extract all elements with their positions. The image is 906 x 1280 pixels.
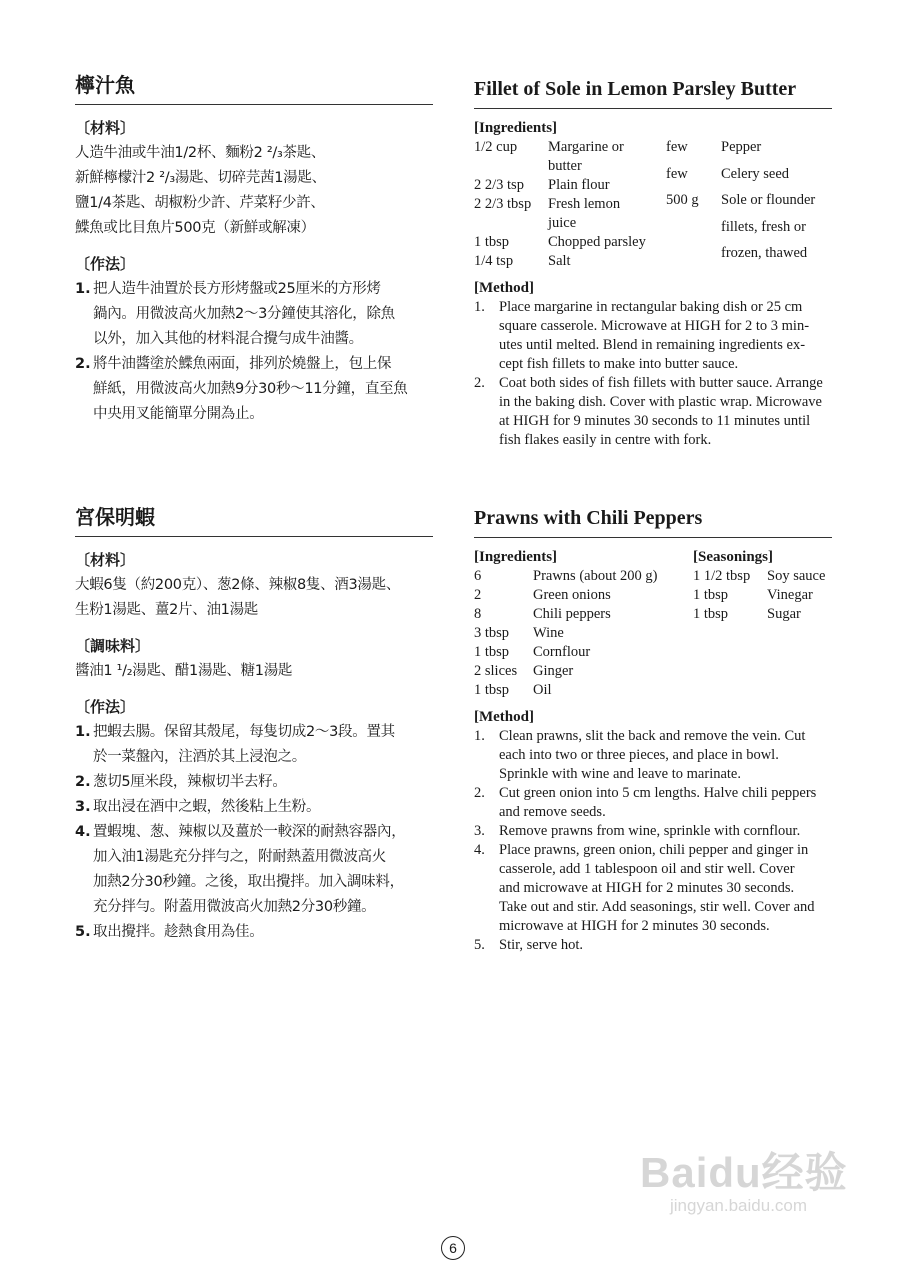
ingredient-qty: 1 tbsp: [474, 682, 510, 698]
ingredient-item: Chopped parsley: [548, 234, 646, 250]
ingredients-heading: [Ingredients]: [474, 549, 558, 565]
ingredient-qty: 500 g: [666, 192, 699, 209]
ingredient-item: Vinegar: [767, 587, 813, 603]
text-line: 將牛油醬塗於鰈魚兩面，排列於燒盤上，包上保: [93, 356, 392, 372]
text-line: 加熱2分30秒鐘。之後，取出攪拌。加入調味料，: [93, 874, 404, 890]
step-number: 5.: [75, 924, 91, 940]
en-recipe-prawns-chili: [474, 503, 832, 955]
step-number: 3.: [75, 799, 91, 815]
ingredient-qty: [474, 157, 548, 176]
text-line: 於一菜盤內，注酒於其上浸泡之。: [93, 749, 306, 765]
text-line: 以外，加入其他的材料混合攪勻成牛油醬。: [93, 331, 363, 347]
text-line: 鮮紙，用微波高火加熱9分30秒～11分鐘，直至魚: [93, 381, 408, 397]
ingredient-item: Celery seed: [721, 165, 790, 182]
ingredient-qty: [666, 244, 721, 271]
method-steps: [474, 298, 832, 450]
ingredient-item: Oil: [533, 682, 552, 698]
method-heading: [Method]: [474, 280, 534, 296]
recipe-title: Fillet of Sole in Lemon Parsley Butter: [474, 74, 832, 109]
step-number: 1.: [474, 299, 485, 315]
text-line: 加入油1湯匙充分拌勻之，附耐熱蓋用微波高火: [93, 849, 386, 865]
step-number: 1.: [75, 281, 91, 297]
ingredient-qty: few: [666, 139, 688, 155]
text-line: 鰈魚或比目魚片500克（新鮮或解凍）: [75, 220, 315, 236]
step-number: 5.: [474, 937, 485, 953]
ingredient-item: Pepper: [721, 139, 762, 155]
page-number: 6: [441, 1236, 465, 1260]
ingredient-qty: 1/2 cup: [474, 139, 518, 155]
step-number: 1.: [75, 724, 91, 740]
text-line: Place prawns, green onion, chili pepper and ginger in: [499, 842, 809, 858]
method-heading: [Method]: [474, 709, 534, 725]
method-step: [474, 298, 832, 374]
method-steps: [474, 727, 832, 955]
ingredient-item: Chili peppers: [533, 606, 611, 622]
seasonings-heading: [Seasonings]: [693, 549, 774, 565]
ingredient-item: Ginger: [533, 663, 574, 679]
method-step: [75, 920, 433, 945]
text-line: utes until melted. Blend in remaining ingredients ex-: [499, 337, 806, 353]
ingredient-item: Prawns (about 200 g): [533, 568, 658, 584]
recipe-title: Prawns with Chili Peppers: [474, 503, 832, 538]
step-number: 4.: [75, 824, 91, 840]
ingredient-item: butter: [548, 158, 582, 174]
step-number: 4.: [474, 842, 485, 858]
text-line: Cut green onion into 5 cm lengths. Halve chili peppers: [499, 785, 817, 801]
method-step: [75, 352, 433, 427]
text-line: Remove prawns from wine, sprinkle with cornflour.: [499, 823, 801, 839]
ingredient-qty: 1 tbsp: [474, 644, 510, 660]
ingredients-heading: 〔材料〕: [75, 119, 136, 137]
step-number: 1.: [474, 728, 485, 744]
ingredients-text: [75, 141, 433, 241]
ingredient-item: juice: [548, 215, 577, 231]
text-line: 醬油1 ¹/₂湯匙、醋1湯匙、糖1湯匙: [75, 663, 293, 679]
text-line: Sprinkle with wine and leave to marinate.: [499, 766, 741, 782]
zh-recipe-lemon-fish: [75, 70, 433, 427]
text-line: 鹽1/4茶匙、胡椒粉少許、芹菜籽少許、: [75, 195, 325, 211]
step-number: 2.: [474, 375, 485, 391]
method-step: [75, 770, 433, 795]
ingredient-item: Green onions: [533, 587, 611, 603]
step-number: 3.: [474, 823, 485, 839]
ingredient-qty: 6: [474, 568, 482, 584]
text-line: 充分拌勻。附蓋用微波高火加熱2分30秒鐘。: [93, 899, 376, 915]
text-line: each into two or three pieces, and place in bowl.: [499, 747, 779, 763]
method-step: [75, 277, 433, 352]
text-line: 取出攪拌。趁熱食用為佳。: [93, 924, 264, 940]
text-line: Place margarine in rectangular baking dish or 25 cm: [499, 299, 803, 315]
ingredient-qty: 2 slices: [474, 663, 518, 679]
method-step: [474, 822, 832, 841]
recipe-title: 檸汁魚: [75, 70, 433, 105]
ingredient-qty: 1/4 tsp: [474, 253, 514, 269]
text-line: 把蝦去腸。保留其殼尾，每隻切成2～3段。置其: [93, 724, 395, 740]
method-heading: 〔作法〕: [75, 255, 136, 273]
text-line: 取出浸在酒中之蝦，然後粘上生粉。: [93, 799, 321, 815]
ingredient-qty: [666, 218, 721, 245]
method-heading: 〔作法〕: [75, 698, 136, 716]
ingredient-item: Plain flour: [548, 177, 610, 193]
ingredient-item: Sole or flounder: [721, 192, 816, 209]
recipe-title: 宮保明蝦: [75, 502, 433, 537]
text-line: 葱切5厘米段，辣椒切半去籽。: [93, 774, 287, 790]
ingredients-list-right: [666, 138, 831, 271]
method-step: [75, 820, 433, 920]
step-number: 2.: [474, 785, 485, 801]
text-line: cept fish fillets to make into butter sauce.: [499, 356, 739, 372]
ingredient-qty: [474, 214, 548, 233]
method-step: [75, 795, 433, 820]
method-step: [474, 727, 832, 784]
method-step: [474, 374, 832, 450]
text-line: 生粉1湯匙、薑2片、油1湯匙: [75, 602, 258, 618]
ingredient-qty: few: [666, 165, 688, 182]
ingredient-qty: 1 tbsp: [474, 234, 510, 250]
text-line: and microwave at HIGH for 2 minutes 30 seconds.: [499, 880, 795, 896]
text-line: 新鮮檸檬汁2 ²/₃湯匙、切碎芫茜1湯匙、: [75, 170, 326, 186]
text-line: square casserole. Microwave at HIGH for 2 to 3 min-: [499, 318, 810, 334]
text-line: 把人造牛油置於長方形烤盤或25厘米的方形烤: [93, 281, 381, 297]
method-step: [474, 936, 832, 955]
method-step: [474, 841, 832, 936]
text-line: at HIGH for 9 minutes 30 seconds to 11 minutes until: [499, 413, 811, 429]
ingredient-item: Cornflour: [533, 644, 591, 660]
text-line: Coat both sides of fish fillets with butter sauce. Arrange: [499, 375, 823, 391]
ingredients-heading: 〔材料〕: [75, 551, 136, 569]
seasonings-heading: 〔調味料〕: [75, 637, 151, 655]
ingredient-item: Margarine or: [548, 139, 624, 155]
watermark-logo-text: Baidu经验: [640, 1149, 848, 1196]
zh-recipe-kung-pao-prawns: [75, 502, 433, 945]
method-step: [474, 784, 832, 822]
text-line: Clean prawns, slit the back and remove the vein. Cut: [499, 728, 806, 744]
step-number: 2.: [75, 356, 91, 372]
seasonings-list: [693, 567, 847, 624]
ingredient-qty: 2 2/3 tsp: [474, 177, 524, 193]
ingredient-qty: 8: [474, 606, 482, 622]
ingredient-item: Sugar: [767, 606, 801, 622]
ingredient-item: Salt: [548, 253, 571, 269]
watermark-url: jingyan.baidu.com: [670, 1196, 808, 1215]
ingredients-list: [474, 138, 666, 271]
text-line: microwave at HIGH for 2 minutes 30 seconds.: [499, 918, 770, 934]
text-line: 大蝦6隻（約200克）、葱2條、辣椒8隻、酒3湯匙、: [75, 577, 401, 593]
ingredient-qty: 1 tbsp: [693, 587, 729, 603]
text-line: Stir, serve hot.: [499, 937, 583, 953]
en-recipe-fillet-of-sole: [474, 74, 832, 450]
text-line: 中央用叉能簡單分開為止。: [93, 406, 264, 422]
baidu-watermark-logo: [640, 1140, 870, 1216]
ingredient-qty: 1 tbsp: [693, 606, 729, 622]
text-line: casserole, add 1 tablespoon oil and stir well. Cover: [499, 861, 795, 877]
ingredient-item: Soy sauce: [767, 568, 826, 584]
ingredient-item: Fresh lemon: [548, 196, 621, 212]
ingredient-qty: 3 tbsp: [474, 625, 510, 641]
text-line: 鍋內。用微波高火加熱2～3分鐘使其溶化，除魚: [93, 306, 395, 322]
text-line: 置蝦塊、葱、辣椒以及薑於一較深的耐熱容器內，: [93, 824, 406, 840]
text-line: Take out and stir. Add seasonings, stir well. Cover and: [499, 899, 815, 915]
method-step: [75, 720, 433, 770]
ingredient-item: Wine: [533, 625, 564, 641]
ingredient-qty: 1 1/2 tbsp: [693, 568, 751, 584]
ingredient-item: frozen, thawed: [721, 245, 808, 262]
ingredients-list: [474, 567, 693, 700]
ingredient-qty: 2: [474, 587, 482, 603]
text-line: 人造牛油或牛油1/2杯、麵粉2 ²/₃茶匙、: [75, 145, 326, 161]
text-line: and remove seeds.: [499, 804, 606, 820]
step-number: 2.: [75, 774, 91, 790]
text-line: fish flakes easily in centre with fork.: [499, 432, 712, 448]
ingredients-heading: [Ingredients]: [474, 120, 558, 136]
text-line: in the baking dish. Cover with plastic wrap. Microwave: [499, 394, 822, 410]
ingredient-item: fillets, fresh or: [721, 218, 806, 235]
ingredient-qty: 2 2/3 tbsp: [474, 196, 532, 212]
